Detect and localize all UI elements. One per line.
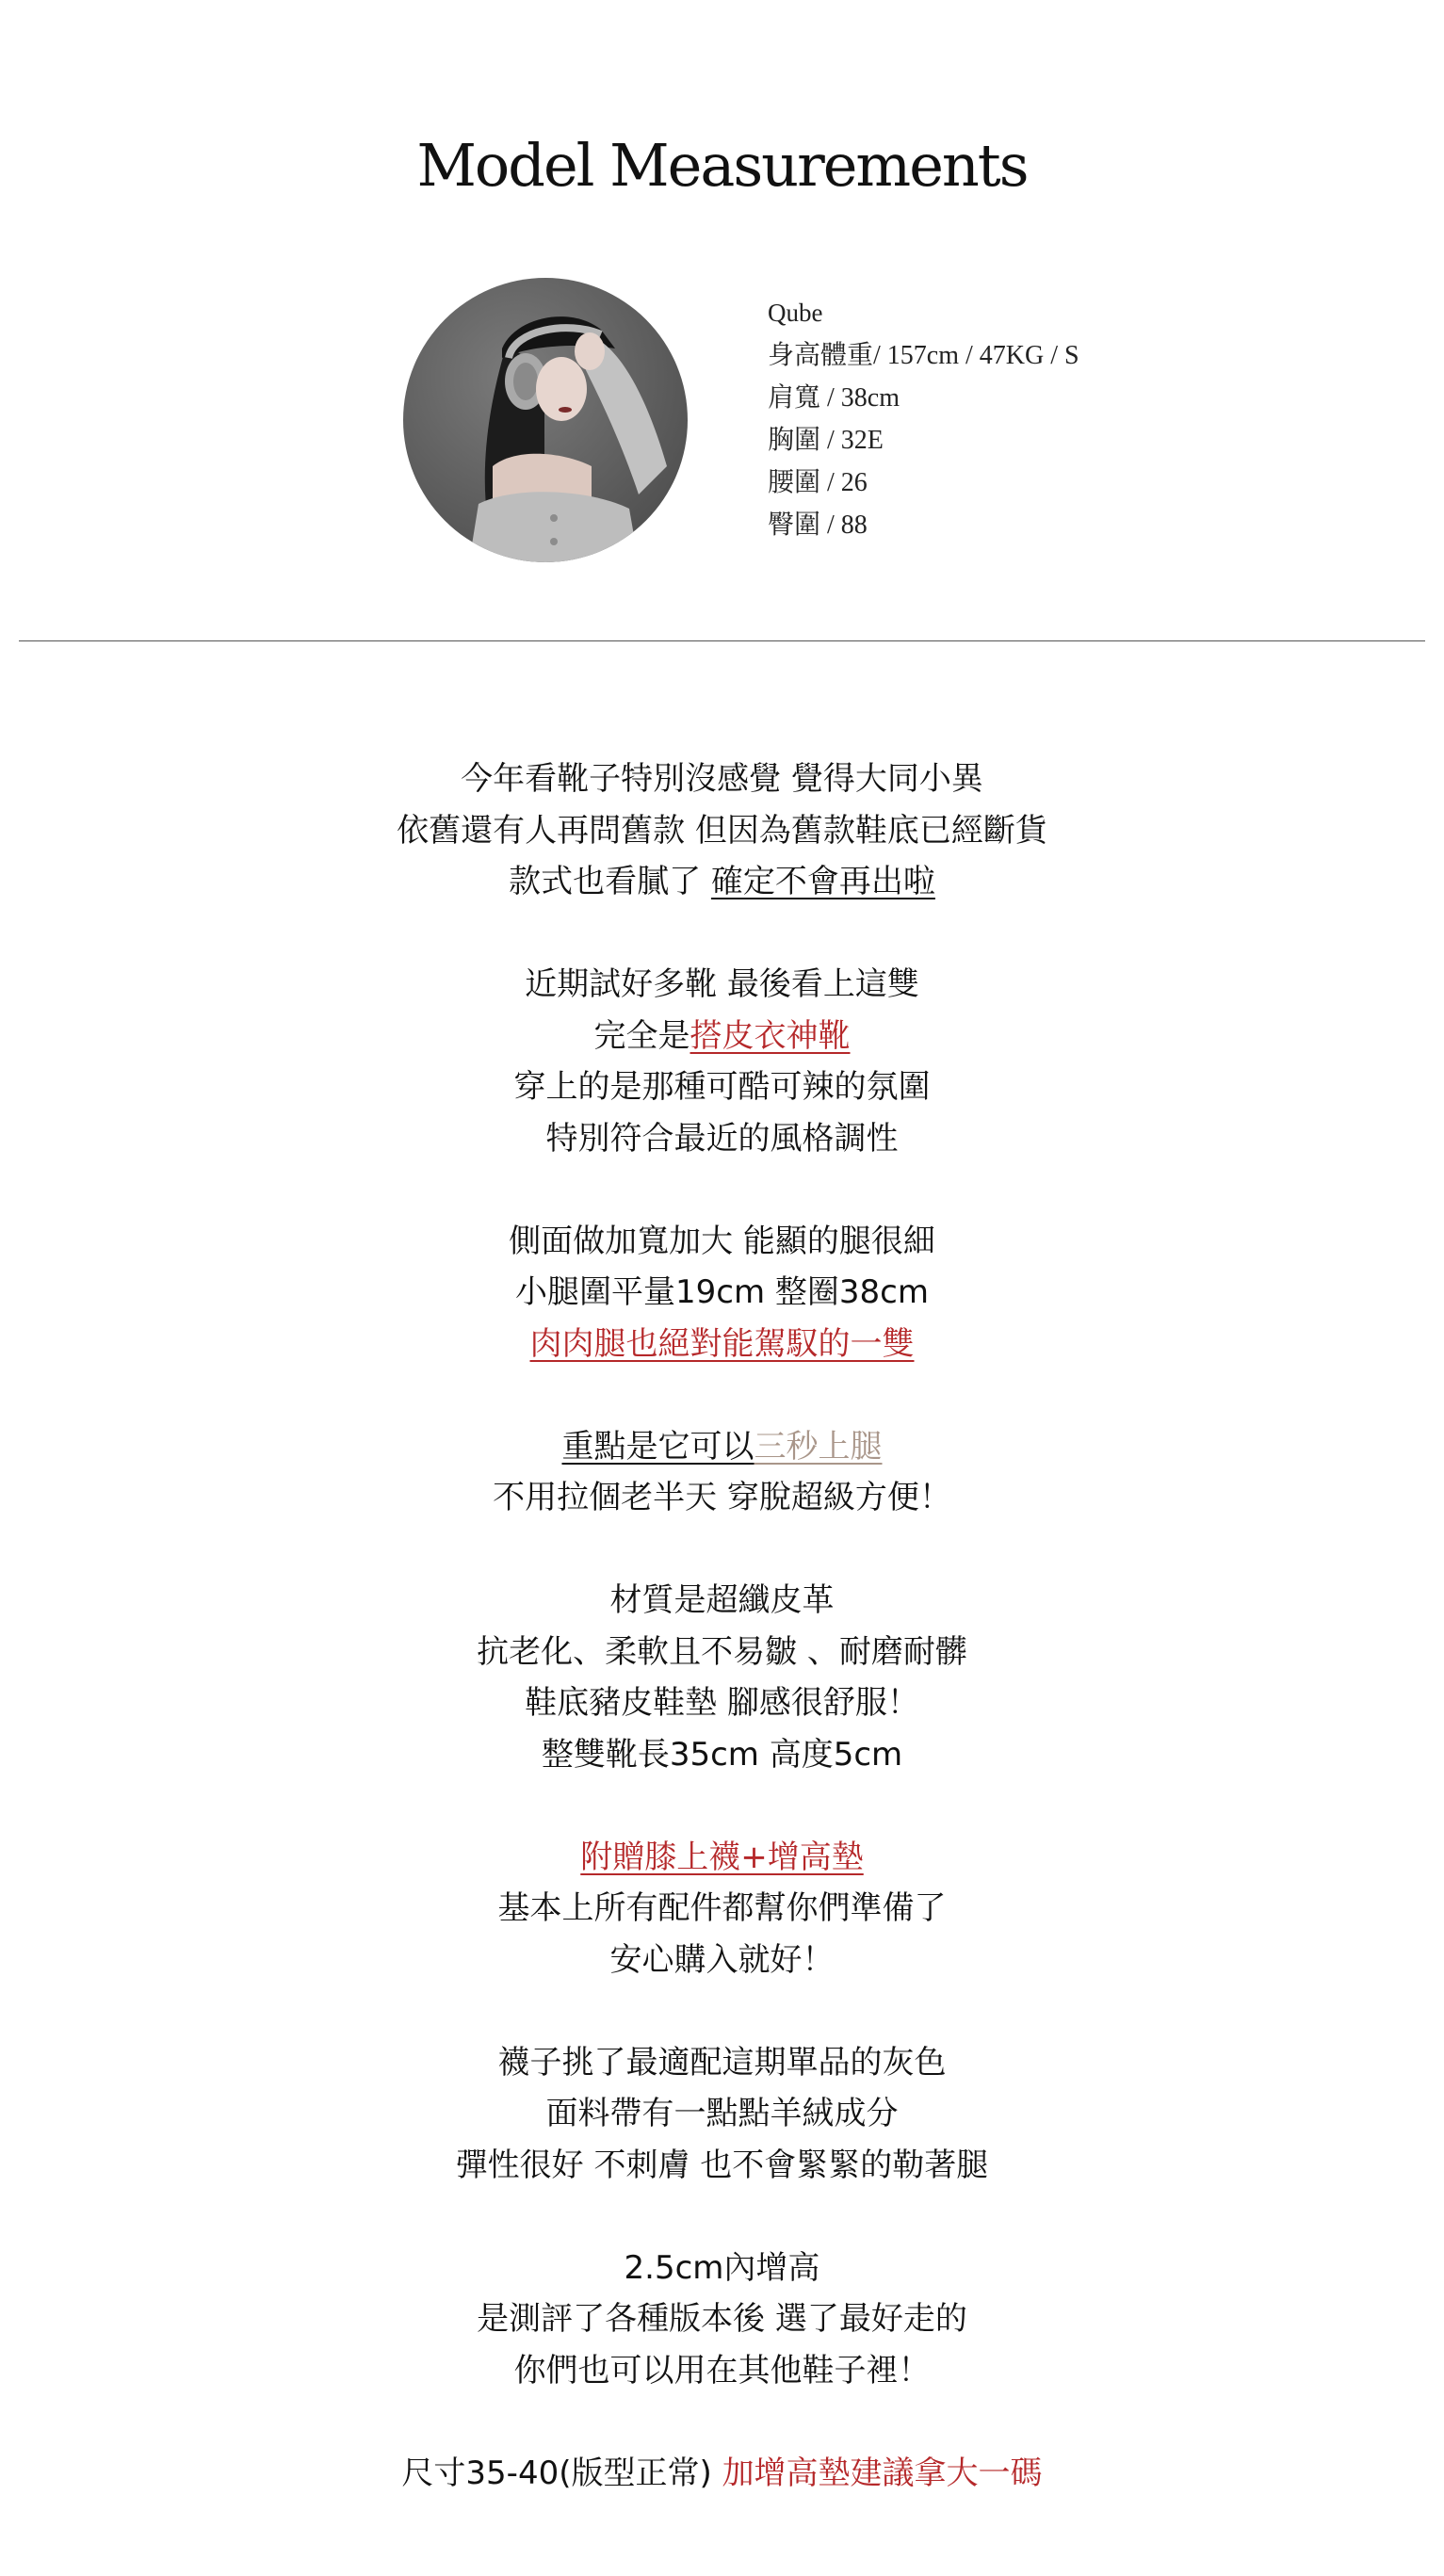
measure-height-weight: 身高體重/ 157cm / 47KG / S — [768, 341, 1079, 370]
desc-line: 面料帶有一點點羊絨成分 — [545, 2095, 899, 2132]
desc-line: 不用拉個老半天 穿脫超級方便！ — [493, 1479, 951, 1516]
desc-line: 襪子挑了最適配這期單品的灰色 — [497, 2043, 947, 2082]
desc-line: 小腿圍平量19cm 整圈38cm — [515, 1273, 929, 1311]
desc-highlight: 重點是它可以 — [561, 1427, 754, 1466]
desc-line: 安心購入就好！ — [609, 1940, 835, 1979]
desc-line: 彈性很好 不刺膚 也不會緊緊的勒著腿 — [455, 2146, 989, 2184]
desc-line: 近期試好多靴 最後看上這雙 — [525, 965, 919, 1003]
desc-line: 今年看靴子特別沒感覺 覺得大同小異 — [461, 760, 983, 798]
desc-highlight-red: 附贈膝上襪+增高墊 — [580, 1838, 864, 1876]
model-avatar — [403, 278, 688, 562]
desc-line — [0, 856, 1444, 908]
desc-line — [0, 2448, 1444, 2500]
desc-line — [0, 1011, 1444, 1062]
desc-highlight-red: 加增高墊建議拿大一碼 — [722, 2454, 1043, 2492]
desc-line — [0, 1421, 1444, 1473]
model-photo — [403, 278, 688, 562]
desc-line: 依舊還有人再問舊款 但因為舊款鞋底已經斷貨 — [397, 811, 1047, 850]
desc-highlight: 確定不會再出啦 — [710, 863, 935, 900]
desc-line: 抗老化、柔軟且不易皺 、耐磨耐髒 — [477, 1632, 967, 1671]
desc-line: 是測評了各種版本後 選了最好走的 — [477, 2300, 967, 2338]
desc-line: 側面做加寬加大 能顯的腿很細 — [509, 1222, 935, 1260]
desc-highlight-red: 肉肉腿也絕對能駕馭的一雙 — [529, 1324, 915, 1363]
desc-line — [0, 1832, 1444, 1884]
desc-line: 你們也可以用在其他鞋子裡！ — [513, 2351, 931, 2390]
measure-bust: 胸圍 / 32E — [768, 426, 884, 455]
desc-highlight-tan: 三秒上腿 — [754, 1427, 883, 1466]
desc-line: 特別符合最近的風格調性 — [545, 1119, 899, 1158]
measure-waist: 腰圍 / 26 — [768, 468, 868, 497]
desc-line: 材質是超纖皮革 — [609, 1581, 835, 1619]
desc-line — [0, 1319, 1444, 1370]
model-measurements — [768, 292, 1079, 546]
measure-hips: 臀圍 / 88 — [768, 510, 868, 540]
desc-highlight-red: 搭皮衣神靴 — [690, 1016, 851, 1055]
desc-line: 穿上的是那種可酷可辣的氛圍 — [513, 1068, 931, 1106]
page-title: Model Measurements — [416, 131, 1028, 200]
desc-text: 尺寸35-40(版型正常) — [401, 2454, 722, 2492]
desc-line: 2.5cm內增高 — [624, 2248, 820, 2287]
desc-line: 整雙靴長35cm 高度5cm — [541, 1735, 903, 1774]
desc-line: 鞋底豬皮鞋墊 腳感很舒服！ — [525, 1684, 919, 1722]
desc-text: 完全是 — [593, 1016, 690, 1055]
model-name: Qube — [768, 299, 823, 327]
desc-line: 基本上所有配件都幫你們準備了 — [497, 1889, 947, 1927]
section-divider — [19, 640, 1425, 641]
product-description — [0, 753, 1444, 2499]
measure-shoulder: 肩寬 / 38cm — [768, 383, 900, 413]
desc-text: 款式也看膩了 — [509, 863, 711, 900]
